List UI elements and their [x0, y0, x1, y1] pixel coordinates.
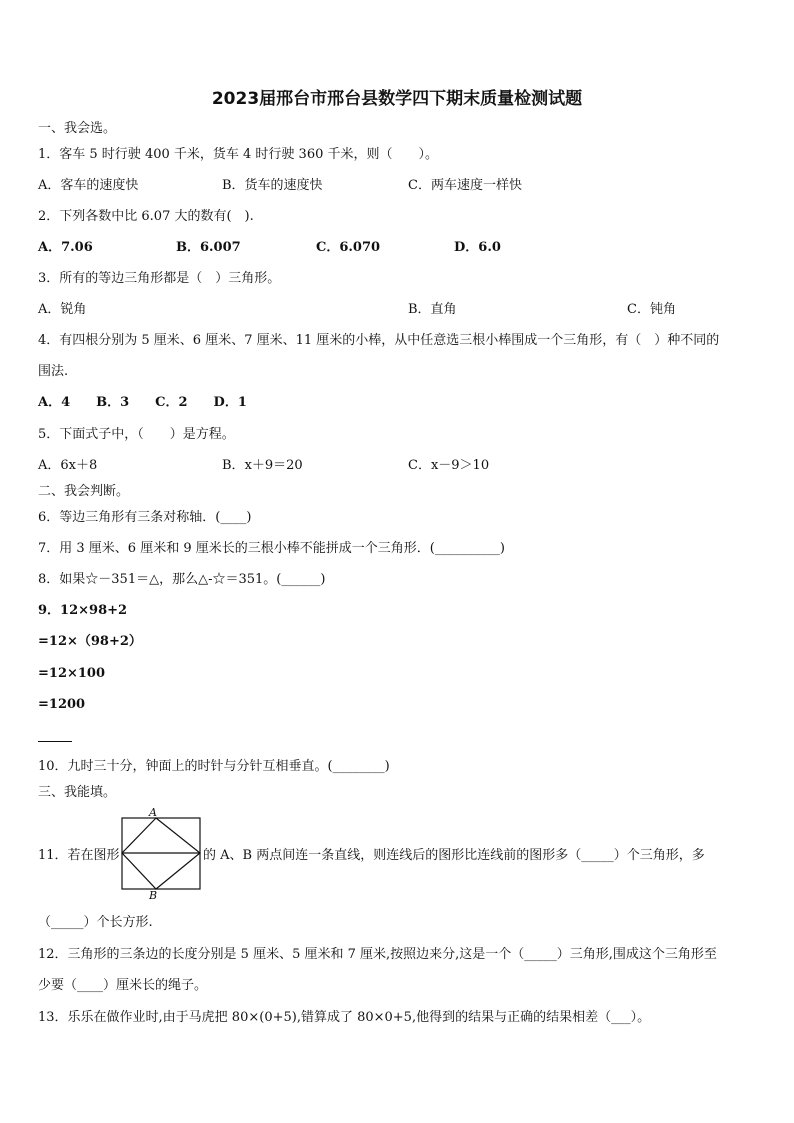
option-label: A．	[38, 458, 61, 473]
question-11-suffix: 的 A、B 两点间连一条直线，则连线后的图形比连线前的图形多（_____）个三角形，多	[203, 848, 705, 863]
question-3-stem: 3．所有的等边三角形都是（ ）三角形。	[38, 271, 281, 286]
question-2-option-a: A．7.06	[38, 240, 93, 255]
question-3-option-a: A．锐角	[38, 302, 87, 317]
question-2-stem: 2．下列各数中比 6.07 大的数有( ).	[38, 209, 254, 224]
option-label: C．	[408, 458, 431, 473]
question-3-option-c: C．钝角	[627, 302, 676, 317]
question-12-line-2: 少要（____）厘米长的绳子。	[38, 978, 208, 993]
question-2-option-c: C．6.070	[316, 240, 381, 255]
figure-label-b: B	[149, 889, 158, 899]
question-5-option-b	[222, 457, 303, 475]
question-7: 7．用 3 厘米、6 厘米和 9 厘米长的三根小棒不能拼成一个三角形．(__________)	[38, 541, 505, 556]
question-1-stem: 1．客车 5 时行驶 400 千米，货车 4 时行驶 360 千米，则（ ）。	[38, 147, 438, 162]
answer-blank-line	[38, 741, 72, 742]
option-label: B．	[222, 458, 245, 473]
question-5-stem: 5．下面式子中，（ ）是方程。	[38, 427, 235, 442]
question-4-stem: 4．有四根分别为 5 厘米、6 厘米、7 厘米、11 厘米的小棒，从中任意选三根小棒围成一个三角形，有（ ）种不同的	[38, 333, 720, 348]
question-6: 6．等边三角形有三条对称轴．(____)	[38, 510, 252, 525]
question-11-line-2: （_____）个长方形.	[38, 915, 153, 930]
rectangle-figure	[118, 805, 204, 899]
question-9-line-1: 9．12×98+2	[38, 603, 128, 618]
question-5-option-c	[408, 457, 489, 475]
question-4-options: A．4 B．3 C．2 D．1	[38, 395, 247, 410]
question-11-prefix: 11．若在图形	[38, 848, 120, 863]
figure-label-a: A	[149, 806, 157, 819]
section-heading-judge: 二、我会判断。	[38, 484, 130, 499]
question-9-line-2: =12×（98+2）	[38, 634, 142, 649]
question-9-line-4: =1200	[38, 697, 86, 712]
question-4-stem-continued: 围法.	[38, 364, 69, 379]
page-title: 2023届邢台市邢台县数学四下期末质量检测试题	[211, 89, 583, 109]
question-13: 13．乐乐在做作业时,由于马虎把 80×(0+5),错算成了 80×0+5,他得到的结果与正确的结果相差（___）。	[38, 1010, 651, 1025]
question-12-line-1: 12．三角形的三条边的长度分别是 5 厘米、5 厘米和 7 厘米,按照边来分,这是一个（_____）三角形,围成这个三角形至	[38, 947, 717, 962]
question-5-option-a	[38, 457, 97, 475]
question-3-option-b: B．直角	[408, 302, 457, 317]
question-10: 10．九时三十分，钟面上的时针与分针互相垂直。(________)	[38, 759, 390, 774]
question-2-option-b: B．6.007	[176, 240, 241, 255]
question-1-option-b: B．货车的速度快	[222, 178, 323, 193]
math-expression: 6x＋8	[60, 458, 98, 473]
question-8: 8．如果☆－351＝△，那么△-☆＝351。(______)	[38, 572, 326, 587]
section-heading-fill: 三、我能填。	[38, 785, 117, 800]
section-heading-choose: 一、我会选。	[38, 121, 117, 136]
question-1-option-c: C．两车速度一样快	[408, 178, 522, 193]
math-expression: x－9＞10	[430, 458, 490, 473]
question-2-option-d: D．6.0	[454, 240, 501, 255]
question-9-line-3: =12×100	[38, 666, 106, 681]
question-1-option-a: A．客车的速度快	[38, 178, 139, 193]
math-expression: x＋9＝20	[244, 458, 303, 473]
